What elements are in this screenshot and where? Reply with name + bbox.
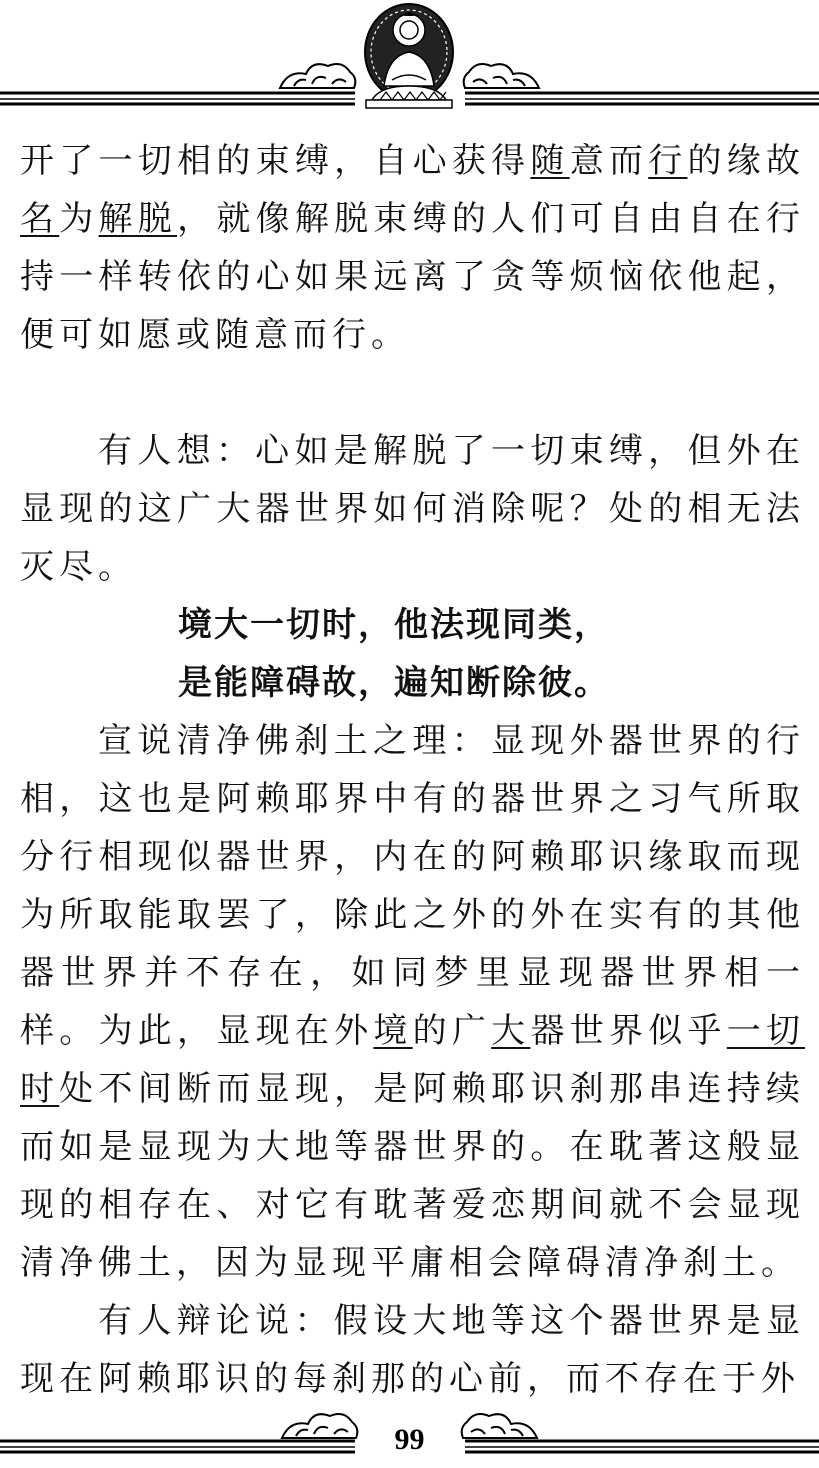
verse-line: 是能障碍故，遍知断除彼。 <box>178 663 610 703</box>
underlined-term: 名 <box>20 199 60 239</box>
header-rule-right <box>465 93 819 104</box>
text-run: 处不间断而显现，是阿赖耶识刹那串连持续而如是显现为大地等器世界的。在耽著这般显现的相存在、对它有耽著爱恋期间就不会显现清净佛土，因为显现平庸相会障碍清净刹土。 <box>20 1069 806 1283</box>
text-run: 意而 <box>569 141 649 181</box>
text-run: 开了一切相的束缚，自心获得 <box>20 141 531 181</box>
text-run: 的广 <box>412 1011 492 1051</box>
page-number: 99 <box>394 1423 425 1456</box>
paragraph-gap <box>20 364 805 422</box>
underlined-term: 解脱 <box>98 199 178 239</box>
paragraph <box>20 422 805 596</box>
underlined-term: 随 <box>530 141 570 181</box>
paragraph <box>20 132 805 364</box>
text-run: 的缘故 <box>687 141 806 181</box>
text-run: 宣说清净佛刹土之理：显现外器世界的行相，这也是阿赖耶界中有的器世界之习气所取分行相现似器世界，内在的阿赖耶识缘取而现为所取能取罢了，除此之外的外在实有的其他器世界并不存在，如同梦里显现器世界相一样。为此，显现在外 <box>20 721 805 1051</box>
verse-line: 境大一切时，他法现同类， <box>178 605 610 645</box>
text-run: ，就像解脱束缚的人们可自由自在行持一样转依的心如果远离了贪等烦恼依他起，便可如愿或随意而行。 <box>20 199 806 355</box>
page-body <box>20 132 805 1408</box>
header-rule-left <box>0 93 355 104</box>
underlined-term: 大 <box>491 1011 531 1051</box>
underlined-term: 行 <box>648 141 688 181</box>
underlined-term: 一切时 <box>20 1011 806 1109</box>
buddha-medallion-icon <box>365 4 453 108</box>
text-run: 有人辩论说：假设大地等这个器世界是显现在阿赖耶识的每刹那的心前，而不存在于外 <box>20 1301 805 1399</box>
underlined-term: 境 <box>373 1011 413 1051</box>
text-run: 器世界似乎 <box>530 1011 727 1051</box>
commentary-paragraph <box>20 1292 805 1408</box>
commentary-paragraph <box>20 712 805 1292</box>
header-ornament <box>0 0 819 115</box>
cloud-scroll-right-icon <box>464 64 539 88</box>
text-run: 有人想：心如是解脱了一切束缚，但外在显现的这广大器世界如何消除呢？处的相无法灭尽。 <box>20 431 805 587</box>
cloud-scroll-left-icon <box>280 64 355 88</box>
text-run: 为 <box>59 199 99 239</box>
